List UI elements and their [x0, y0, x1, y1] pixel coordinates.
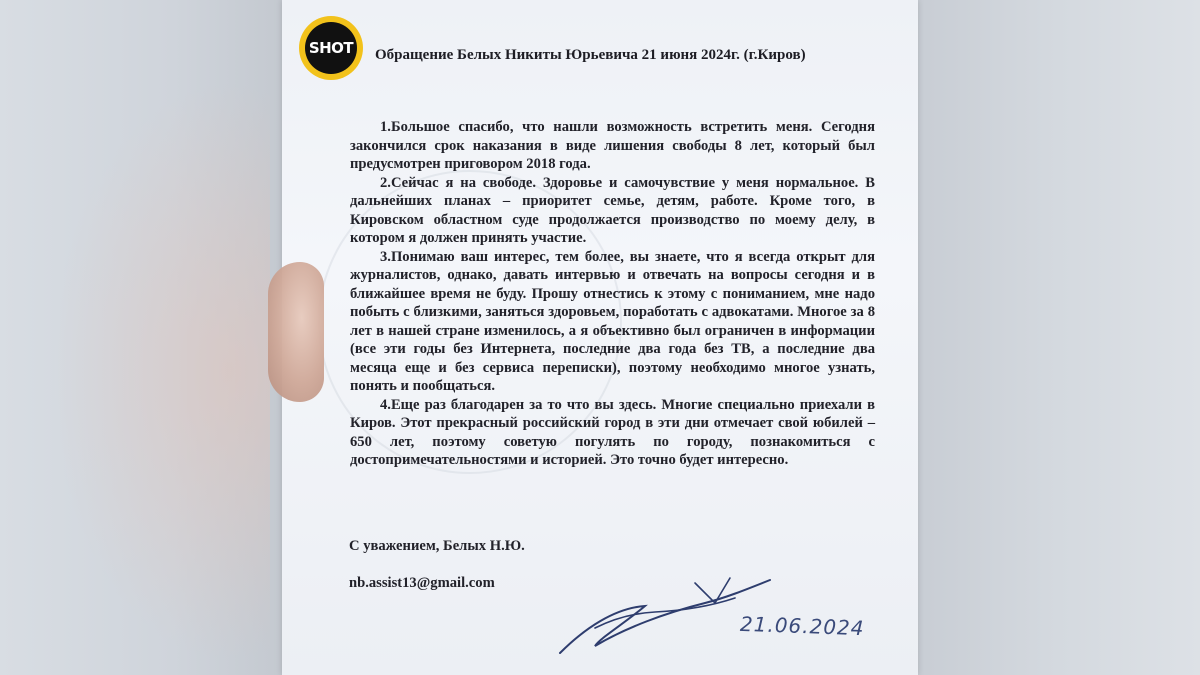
background-hand-blur — [0, 0, 270, 675]
paragraph-3: 3.Понимаю ваш интерес, тем более, вы знаете, что я всегда открыт для журналистов, однако, давать интервью и отвечать на вопросы сегодня и в ближайшее время не буду. Прошу отнестись к этому с пониманием, мне надо побыть с близкими, заняться здоровьем, поработать с адвокатами. Многое за 8 лет в нашей стране изменилось, а я объективно был ограничен в информации (все эти годы без Интернета, последние два года без ТВ, а последние два месяца еще и без сервиса переписки), поэтому необходимо многое узнать, понять и пообщаться. — [350, 248, 875, 394]
signature-date: 21.06.2024 — [739, 611, 865, 641]
closing-line: С уважением, Белых Н.Ю. — [349, 538, 525, 554]
background-right — [915, 0, 1200, 675]
paragraph-4: 4.Еще раз благодарен за то что вы здесь. Многие специально приехали в Киров. Этот прекрасный российский город в эти дни отмечает свой юбилей – 650 лет, поэтому советую погулять по городу, познакомиться с достопримечательностями и историей. Это точно будет интересно. — [350, 396, 875, 468]
paragraph-1: 1.Большое спасибо, что нашли возможность встретить меня. Сегодня закончился срок наказания в виде лишения свободы 8 лет, который был предусмотрен приговором 2018 года. — [350, 119, 875, 172]
paragraph-2: 2.Сейчас я на свободе. Здоровье и самочувствие у меня нормальное. В дальнейших планах – приоритет семье, детям, работе. Кроме того, в Кировском областном суде продолжается производство по моему делу, в котором я должен принять участие. — [350, 174, 875, 246]
hand-thumb — [268, 262, 324, 402]
shot-logo-text: SHOT — [305, 22, 357, 74]
contact-email: nb.assist13@gmail.com — [349, 575, 495, 591]
document-body — [350, 118, 875, 470]
shot-logo — [299, 16, 363, 80]
document-title: Обращение Белых Никиты Юрьевича 21 июня 2024г. (г.Киров) — [375, 47, 806, 63]
